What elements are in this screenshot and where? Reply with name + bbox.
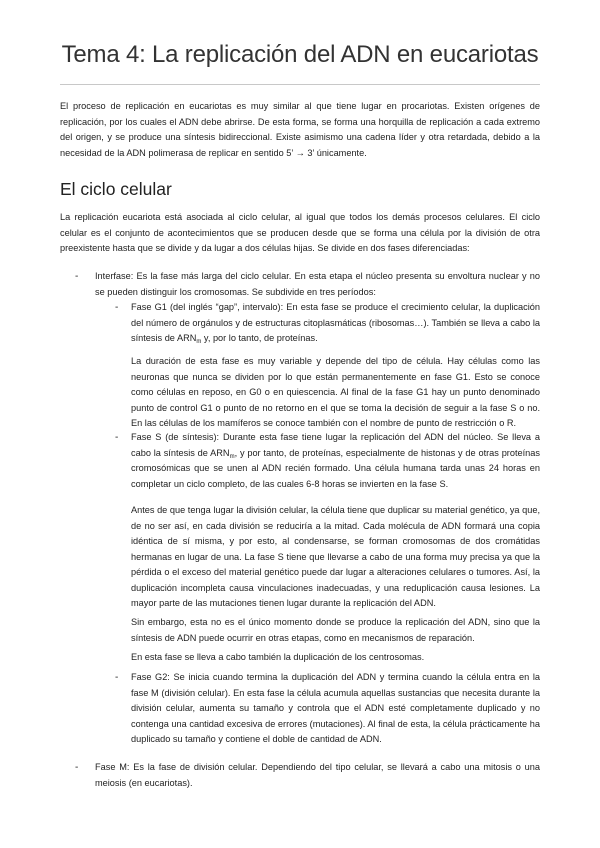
g1-paragraph-2: La duración de esta fase es muy variable y depende del tipo de célula. Hay células como las neuronas que nunca se dividen por lo que están permanentemente en fase G1. Esto se conoce como células en reposo, en G0 o en quiescencia. Al final de la fase G1 hay un punto denominado punto de control G1 o punto de no retorno en el que se toma la decisión de seguir a la fase S o no. En las células de los mamíferos se conoce también con el nombre de punto de restricción o R. xyxy=(131,356,540,428)
g2-item xyxy=(131,670,540,748)
interfase-item xyxy=(95,269,540,300)
s-paragraph-2: Antes de que tenga lugar la división celular, la célula tiene que duplicar su material genético, ya que, de no ser así, en cada división se reduciría a la mitad. Cada molécula de ADN formará una copia idéntica de sí misma, y por esto, al condensarse, se forman cromosomas de dos cromátidas hermanas en lugar de una. La fase S tiene que llevarse a cabo de una forma muy precisa ya que la pérdida o el exceso del material genético puede dar lugar a alteraciones celulares o tumores. Así, la duplicación incompleta causa vinculaciones inadecuadas, y una reduplicación causa lesiones. La mayor parte de las mutaciones tienen lugar durante la replicación del ADN. xyxy=(131,505,540,608)
g2-paragraph: Fase G2: Se inicia cuando termina la duplicación del ADN y termina cuando la célula entra en la fase M (división celular). En esta fase la célula acumula aquellas sustancias que necesita durante la división celular, aumenta su tamaño y controla que el ADN esté completamente duplicado y no contenga una cantidad excesiva de errores (mutaciones). Al final de esta, la célula prácticamente ha duplicado su tamaño y contiene el doble de cantidad de ADN. xyxy=(131,672,540,744)
g1-item xyxy=(131,300,540,347)
section-intro-paragraph: La replicación eucariota está asociada al ciclo celular, al igual que todos los demás procesos celulares. El ciclo celular es el conjunto de acontecimientos que se producen desde que se forma una célula por la división de otra preexistente hasta que se divide y da lugar a dos células hijas. Se divide en dos fases diferenciadas: xyxy=(60,212,540,253)
section-heading: El ciclo celular xyxy=(60,179,172,199)
s-centrosomes xyxy=(131,650,540,666)
intro-block xyxy=(60,99,540,161)
s-item xyxy=(131,430,540,492)
interfase-text: Interfase: Es la fase más larga del ciclo celular. En esta etapa el núcleo presenta su envoltura nuclear y no se pueden distinguir los cromosomas. Se subdivide en tres períodos: xyxy=(95,271,540,297)
fase-m-item xyxy=(95,760,540,791)
document-title: Tema 4: La replicación del ADN en eucariotas xyxy=(61,41,539,68)
bullet-dash: - xyxy=(115,302,119,313)
s-paragraph-1: Fase S (de síntesis): Durante esta fase tiene lugar la replicación del ADN del núcleo. Se lleva a cabo la síntesis de $ARN_m$, y por tanto, de proteínas, especialmente de histonas y de otras proteínas cromosómicas que se unen al ADN recién formado. Una célula humana tarda unas 24 horas en completar un ciclo completo, de las cuales 6-8 horas se invierten en la fase S. xyxy=(131,432,540,489)
section-intro-block xyxy=(60,210,540,257)
g1-paragraph-1: Fase G1 (del inglés “gap”, intervalo): En esta fase se produce el crecimiento celular, la duplicación del número de orgánulos y de estructuras citoplasmáticas (ribosomas…). También se lleva a cabo la síntesis de $ARN_m$ y, por lo tanto, de proteínas. xyxy=(131,302,540,345)
intro-paragraph: El proceso de replicación en eucariotas es muy similar al que tiene lugar en procariotas. Existen orígenes de replicación, por los cuales el ADN debe abrirse. De esta forma, se forma una horquilla de replicación a cada extremo del origen, y se produce una síntesis bidireccional. Existe asimismo una cadena líder y otra retardada, debido a la necesidad de la ADN polimerasa de replicar en sentido 5’ → 3’ únicamente. xyxy=(60,101,540,158)
fase-m-paragraph: Fase M: Es la fase de división celular. Dependiendo del tipo celular, se llevará a cabo una mitosis o una meiosis (en eucariotas). xyxy=(95,762,540,788)
s-note xyxy=(131,615,540,646)
s-detail xyxy=(131,503,540,612)
bullet-dash: - xyxy=(115,432,119,443)
title-divider xyxy=(60,84,540,85)
bullet-dash: - xyxy=(75,762,79,773)
g1-detail xyxy=(131,354,540,432)
bullet-dash: - xyxy=(115,672,119,683)
s-paragraph-3: Sin embargo, esta no es el único momento donde se produce la replicación del ADN, sino que la síntesis de ADN puede ocurrir en otras etapas, como en mecanismos de reparación. xyxy=(131,617,540,643)
bullet-dash: - xyxy=(75,271,79,282)
s-paragraph-4: En esta fase se lleva a cabo también la duplicación de los centrosomas. xyxy=(131,652,425,662)
